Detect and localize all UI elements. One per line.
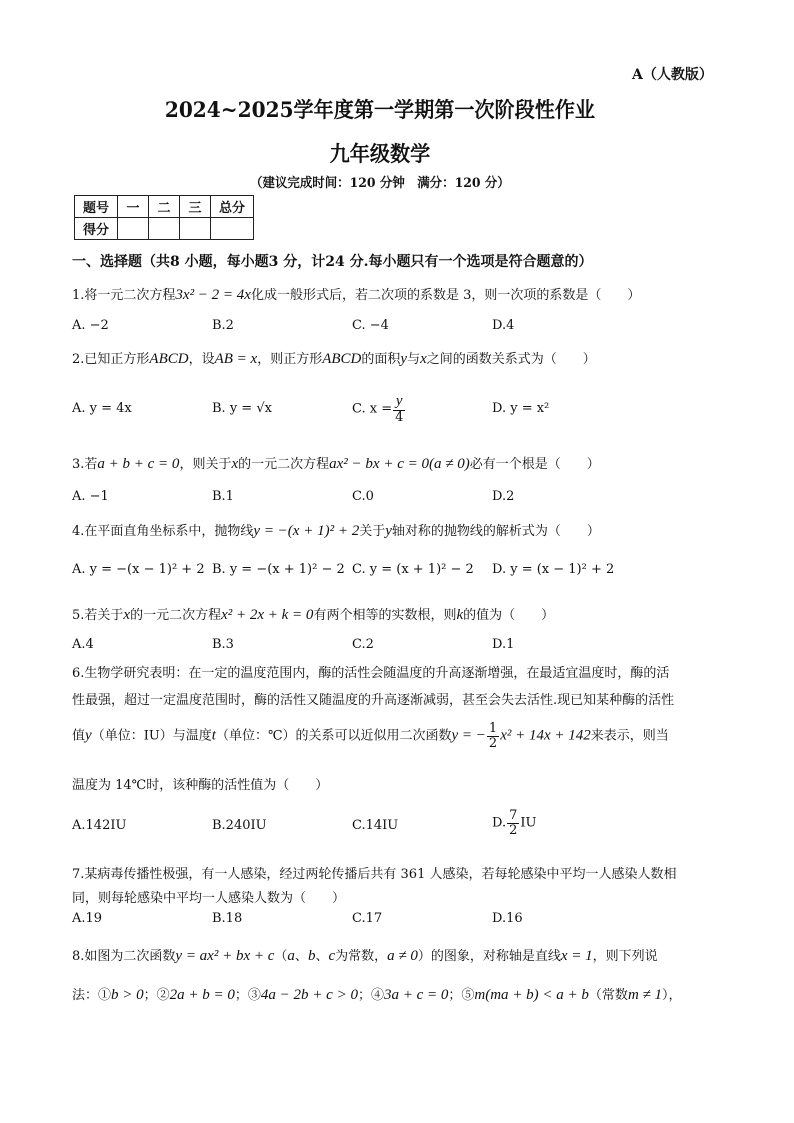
question-3-stem: 3.若a + b + c = 0，则关于x的一元二次方程ax² − bx + c = 0(a ≠ 0)必有一个根是（ ） xyxy=(72,456,600,472)
question-3-option-d[interactable]: D.2 xyxy=(492,489,515,504)
question-4-option-d[interactable]: D. y = (x − 1)² + 2 xyxy=(492,562,615,577)
question-2-option-d[interactable]: D. y = x² xyxy=(492,401,550,416)
question-2-option-b[interactable]: B. y = √x xyxy=(212,401,272,416)
question-7-option-a[interactable]: A.19 xyxy=(72,911,103,926)
question-2-option-a[interactable]: A. y = 4x xyxy=(72,401,132,416)
question-6-line-2: 性最强，超过一定温度范围时，酶的活性又随温度的升高逐渐减弱，甚至会失去活性.现已知某种酶的活性 xyxy=(72,693,675,708)
score-cell: 一 xyxy=(118,196,149,218)
question-6-option-a[interactable]: A.142IU xyxy=(72,818,127,833)
question-5-option-c[interactable]: C.2 xyxy=(352,637,374,652)
section-heading: 一、选择题（共8 小题，每小题3 分，计24 分.每小题只有一个选项是符合题意的） xyxy=(72,254,593,270)
question-6-line-1: 6.生物学研究表明：在一定的温度范围内，酶的活性会随温度的升高逐渐增强，在最适宜温度时，酶的活 xyxy=(72,666,670,681)
edition-label: A（人教版） xyxy=(632,67,713,83)
question-8-line-2: 法：①b > 0；②2a + b = 0；③4a − 2b + c > 0；④3a + c = 0；⑤m(ma + b) < a + b（常数m ≠ 1）， xyxy=(72,987,682,1003)
score-table-score-row xyxy=(75,218,254,240)
score-cell: 二 xyxy=(149,196,180,218)
question-7-option-d[interactable]: D.16 xyxy=(492,911,523,926)
question-6-option-d[interactable]: D. $\frac{7}{2}$ IU xyxy=(492,808,537,838)
question-8-line-1: 8.如图为二次函数y = ax² + bx + c（a、b、c为常数，a ≠ 0）的图象，对称轴是直线x = 1，则下列说 xyxy=(72,948,658,964)
score-cell: 三 xyxy=(180,196,211,218)
exam-note: （建议完成时间：120 分钟 满分：120 分） xyxy=(250,176,510,191)
score-cell: 总分 xyxy=(211,196,254,218)
question-1-option-c[interactable]: C. −4 xyxy=(352,318,389,333)
score-cell[interactable] xyxy=(211,218,254,240)
question-5-option-d[interactable]: D.1 xyxy=(492,637,515,652)
question-4-option-b[interactable]: B. y = −(x + 1)² − 2 xyxy=(212,562,345,577)
question-1-stem: 1.将一元二次方程3x² − 2 = 4x化成一般形式后，若二次项的系数是 3，则一次项的系数是（ ） xyxy=(72,287,641,303)
question-2-option-c[interactable]: C. x = $\frac{y}{4}$ xyxy=(352,393,404,425)
question-4-stem: 4.在平面直角坐标系中，抛物线y = −(x + 1)² + 2关于y轴对称的抛物线的解析式为（ ） xyxy=(72,523,600,539)
question-5-stem: 5.若关于x的一元二次方程x² + 2x + k = 0有两个相等的实数根，则k的值为（ ） xyxy=(72,607,555,623)
question-7-line-2: 同，则每轮感染中平均一人感染人数为（ ） xyxy=(72,891,346,906)
question-7-option-c[interactable]: C.17 xyxy=(352,911,383,926)
score-cell[interactable] xyxy=(149,218,180,240)
question-2-stem: 2.已知正方形ABCD，设AB = x，则正方形ABCD的面积y与x之间的函数关系式为（ ） xyxy=(72,351,596,367)
fraction: $\frac{7}{2}$ xyxy=(509,808,518,838)
question-6-line-3: 值y（单位：IU）与温度t（单位：℃）的关系可以近似用二次函数y = − $\frac{1}{2}$ x² + 14x + 142来表示，则当 xyxy=(72,721,669,751)
question-1-option-b[interactable]: B.2 xyxy=(212,318,234,333)
exam-title: 2024~2025学年度第一学期第一次阶段性作业 xyxy=(164,97,596,122)
question-1-option-d[interactable]: D.4 xyxy=(492,318,515,333)
score-cell[interactable] xyxy=(180,218,211,240)
score-table-header-row xyxy=(75,196,254,218)
question-7-option-b[interactable]: B.18 xyxy=(212,911,243,926)
question-3-option-c[interactable]: C.0 xyxy=(352,489,374,504)
subject-title: 九年级数学 xyxy=(329,141,431,166)
question-5-option-b[interactable]: B.3 xyxy=(212,637,234,652)
question-6-line-4: 温度为 14℃时，该种酶的活性值为（ ） xyxy=(72,778,329,793)
question-7-line-1: 7.某病毒传播性极强，有一人感染，经过两轮传播后共有 361 人感染，若每轮感染中平均一人感染人数相 xyxy=(72,867,677,882)
question-4-option-a[interactable]: A. y = −(x − 1)² + 2 xyxy=(72,562,205,577)
question-6-option-b[interactable]: B.240IU xyxy=(212,818,267,833)
score-cell: 题号 xyxy=(75,196,118,218)
question-3-option-a[interactable]: A. −1 xyxy=(72,489,109,504)
question-5-option-a[interactable]: A.4 xyxy=(72,637,94,652)
score-table xyxy=(74,195,254,240)
fraction: $\frac{y}{4}$ xyxy=(395,393,404,425)
question-3-option-b[interactable]: B.1 xyxy=(212,489,234,504)
question-1-option-a[interactable]: A. −2 xyxy=(72,318,109,333)
question-6-option-c[interactable]: C.14IU xyxy=(352,818,399,833)
fraction: $\frac{1}{2}$ xyxy=(488,721,498,751)
score-cell[interactable] xyxy=(118,218,149,240)
score-cell: 得分 xyxy=(75,218,118,240)
question-4-option-c[interactable]: C. y = (x + 1)² − 2 xyxy=(352,562,474,577)
